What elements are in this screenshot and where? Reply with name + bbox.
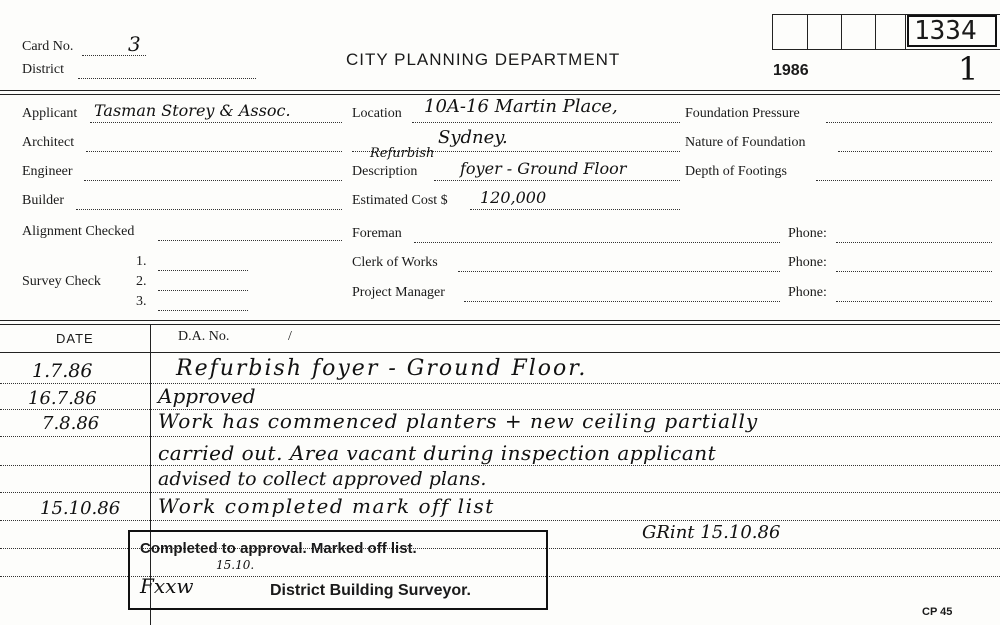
entry-text: Approved: [158, 384, 256, 408]
description-dots: [434, 180, 680, 181]
applicant-label: Applicant: [22, 106, 78, 121]
header-rule: [0, 94, 1000, 95]
location-line1: 10A-16 Martin Place,: [424, 96, 618, 117]
log-line: [0, 492, 1000, 493]
card-no-label: Card No.: [22, 39, 74, 54]
location-line2: Sydney.: [438, 127, 508, 148]
project-manager-label: Project Manager: [352, 285, 445, 300]
header-rule: [0, 90, 1000, 91]
entry-text: Refurbish foyer - Ground Floor.: [176, 356, 588, 381]
survey-label: Survey Check: [22, 274, 101, 289]
description-label: Description: [352, 164, 418, 179]
log-header-rule: [0, 352, 1000, 353]
clerk-dots: [458, 271, 780, 272]
nature-foundation-dots: [838, 151, 992, 152]
entry-date: 15.10.86: [40, 498, 121, 519]
builder-label: Builder: [22, 193, 64, 208]
card-number: 1334: [914, 16, 977, 46]
entry-text: carried out. Area vacant during inspection applicant: [158, 441, 717, 465]
phone-label-1: Phone:: [788, 226, 827, 241]
depth-footings-dots: [816, 180, 992, 181]
applicant-value: Tasman Storey & Assoc.: [94, 101, 291, 120]
engineer-dots: [84, 180, 342, 181]
log-line: [0, 436, 1000, 437]
survey-item-1: 1.: [136, 254, 147, 269]
estimated-cost-label: Estimated Cost $: [352, 193, 448, 208]
description-value: foyer - Ground Floor: [460, 159, 627, 178]
engineer-label: Engineer: [22, 164, 73, 179]
description-above: Refurbish: [370, 146, 435, 161]
architect-label: Architect: [22, 135, 75, 150]
nature-foundation-label: Nature of Foundation: [685, 135, 806, 150]
da-header: D.A. No.: [178, 329, 230, 344]
builder-dots: [76, 209, 342, 210]
stamp-line2: District Building Surveyor.: [270, 582, 471, 599]
entry-text: Work completed mark off list: [158, 494, 495, 518]
phone-dots-2: [836, 271, 992, 272]
form-code: CP 45: [922, 606, 953, 618]
phone-label-2: Phone:: [788, 255, 827, 270]
estimated-cost-dots: [470, 209, 680, 210]
survey-item-2: 2.: [136, 274, 147, 289]
inspector-signature: GRint 15.10.86: [642, 522, 781, 543]
survey-item-3: 3.: [136, 294, 147, 309]
entry-text: Work has commenced planters + new ceiling partially: [158, 409, 759, 433]
stamp-line1: Completed to approval. Marked off list.: [140, 540, 417, 557]
entry-date: 1.7.86: [32, 360, 93, 382]
box-divider: [841, 15, 842, 49]
project-manager-dots: [464, 301, 780, 302]
entry-date: 16.7.86: [28, 388, 97, 409]
box-divider: [807, 15, 808, 49]
stamp-hand-date: 15.10.: [216, 558, 255, 572]
stamp-hand-signature: Fxxw: [140, 574, 194, 598]
estimated-cost-value: 120,000: [480, 188, 547, 207]
district-dots: [78, 78, 256, 79]
date-header: DATE: [56, 331, 94, 346]
foreman-dots: [414, 242, 780, 243]
entry-text: advised to collect approved plans.: [158, 468, 487, 490]
location-label: Location: [352, 106, 402, 121]
page-title: CITY PLANNING DEPARTMENT: [346, 50, 621, 69]
log-line: [0, 383, 1000, 384]
fields-rule: [0, 320, 1000, 321]
foreman-label: Foreman: [352, 226, 402, 241]
da-value: /: [288, 329, 292, 344]
phone-label-3: Phone:: [788, 285, 827, 300]
architect-dots: [86, 151, 342, 152]
box-divider: [875, 15, 876, 49]
depth-footings-label: Depth of Footings: [685, 164, 787, 179]
foundation-pressure-dots: [826, 122, 992, 123]
alignment-dots: [158, 240, 342, 241]
alignment-label: Alignment Checked: [22, 224, 135, 239]
phone-dots-3: [836, 301, 992, 302]
applicant-dots: [90, 122, 342, 123]
location-dots: [412, 122, 680, 123]
district-label: District: [22, 62, 64, 77]
survey-dots-3: [158, 310, 248, 311]
foundation-pressure-label: Foundation Pressure: [685, 106, 800, 121]
sheet-mark: 1: [958, 50, 979, 88]
survey-dots-1: [158, 270, 248, 271]
log-line: [0, 520, 1000, 521]
clerk-label: Clerk of Works: [352, 255, 438, 270]
approval-stamp: [128, 530, 548, 610]
survey-dots-2: [158, 290, 248, 291]
phone-dots-1: [836, 242, 992, 243]
box-divider: [905, 15, 906, 49]
card-no-value: 3: [128, 32, 141, 56]
year: 1986: [773, 62, 809, 79]
log-line: [0, 465, 1000, 466]
entry-date: 7.8.86: [42, 413, 100, 434]
